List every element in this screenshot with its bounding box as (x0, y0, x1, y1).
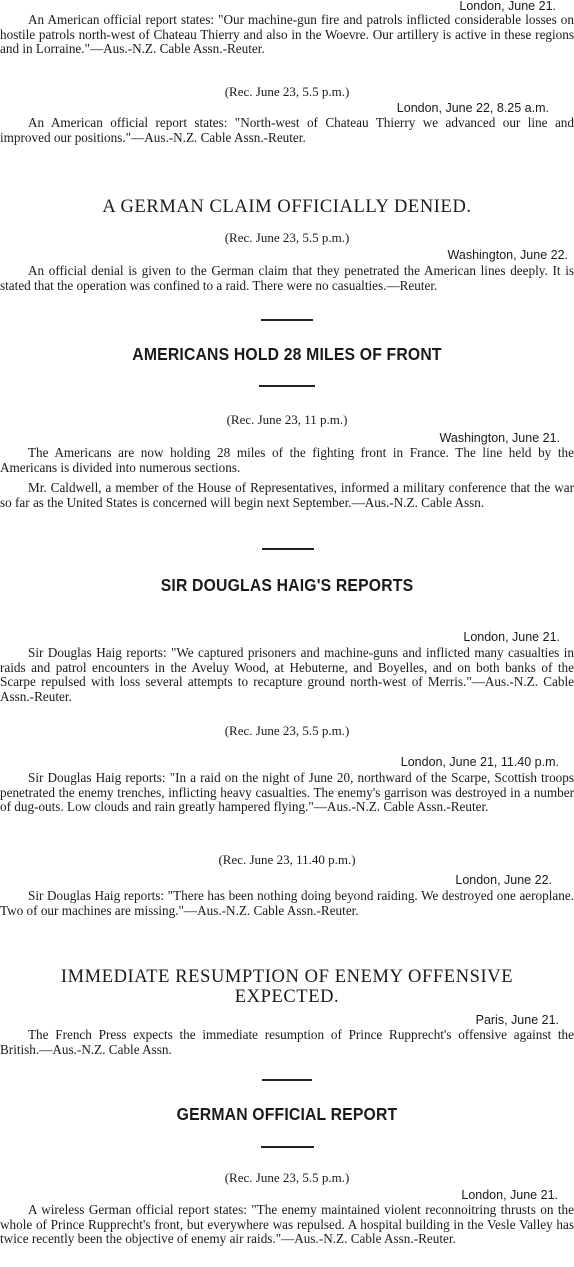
dateline: Paris, June 21. (475, 1013, 559, 1027)
received-time: (Rec. June 23, 5.5 p.m.) (224, 723, 350, 738)
dateline: London, June 21. (463, 630, 560, 644)
headline: A GERMAN CLAIM OFFICIALLY DENIED. (102, 197, 472, 217)
article-paragraph: A wireless German official report states: "The enemy maintained violent reconnoitring thrusts on the whole of Prince Rupprecht's front, but everywhere was repulsed. A hospital building in the Vesle Valley has twice recently been the objective of enemy air raids."—Aus.-N.Z. Cable Assn.-Reuter. (0, 1202, 574, 1247)
article-paragraph: An American official report states: "Our machine-gun fire and patrols inflicted considerable losses on hostile patrols north-west of Chateau Thierry and also in the Woevre. Our artillery is active in these regions and in Lorraine."—Aus.-N.Z. Cable Assn.-Reuter. (0, 12, 574, 57)
article-paragraph: Mr. Caldwell, a member of the House of Representatives, informed a military conference that the war so far as the United States is concerned will begin next September.—Aus.-N.Z. Cable Assn. (0, 480, 574, 510)
article-paragraph: Sir Douglas Haig reports: "We captured prisoners and machine-guns and inflicted many casualties in raids and patrol encounters in the Aveluy Wood, at Hebuterne, and Boyelles, and on both banks of the Scarpe repulsed with loss several attempts to recapture ground north-west of Merris."—Aus.-N.Z. Cable Assn.-Reuter. (0, 645, 574, 704)
dateline: London, June 21. (459, 0, 556, 13)
section-divider (259, 385, 315, 387)
dateline: London, June 22. (455, 873, 552, 887)
section-divider (262, 1079, 312, 1081)
received-time: (Rec. June 23, 5.5 p.m.) (224, 1170, 350, 1185)
article-paragraph: Sir Douglas Haig reports: "There has been nothing doing beyond raiding. We destroyed one aeroplane. Two of our machines are missing."—Aus.-N.Z. Cable Assn.-Reuter. (0, 888, 574, 918)
dateline: Washington, June 22. (447, 248, 568, 262)
received-time: (Rec. June 23, 11.40 p.m.) (218, 852, 356, 867)
headline: IMMEDIATE RESUMPTION OF ENEMY OFFENSIVE (60, 967, 514, 987)
received-time: (Rec. June 23, 11 p.m.) (226, 412, 348, 427)
article-paragraph: An official denial is given to the German claim that they penetrated the American lines deeply. It is stated that the operation was confined to a raid. There were no casualties.—Reuter. (0, 263, 574, 293)
article-paragraph: Sir Douglas Haig reports: "In a raid on the night of June 20, northward of the Scarpe, Scottish troops penetrated the enemy trenches, inflicting heavy casualties. The enemy's garrison was destroyed in a number of dug-outs. Low clouds and rain greatly hampered flying."—Aus.-N.Z. Cable Assn.-Reuter. (0, 770, 574, 815)
article-paragraph: The French Press expects the immediate resumption of Prince Rupprecht's offensive against the British.—Aus.-N.Z. Cable Assn. (0, 1027, 574, 1057)
headline: AMERICANS HOLD 28 MILES OF FRONT (132, 344, 442, 364)
article-paragraph: The Americans are now holding 28 miles of the fighting front in France. The line held by the Americans is divided into numerous sections. (0, 445, 574, 475)
dateline: London, June 21. (461, 1188, 558, 1202)
article-paragraph: An American official report states: "North-west of Chateau Thierry we advanced our line and improved our positions."—Aus.-N.Z. Cable Assn.-Reuter. (0, 115, 574, 145)
dateline: Washington, June 21. (439, 431, 560, 445)
received-time: (Rec. June 23, 5.5 p.m.) (224, 84, 350, 99)
section-divider (261, 319, 313, 321)
dateline: London, June 21, 11.40 p.m. (400, 755, 559, 769)
section-divider (261, 1146, 314, 1148)
headline: EXPECTED. (234, 987, 340, 1007)
headline: SIR DOUGLAS HAIG'S REPORTS (160, 575, 414, 595)
dateline: London, June 22, 8.25 a.m. (396, 101, 549, 115)
received-time: (Rec. June 23, 5.5 p.m.) (224, 230, 350, 245)
section-divider (262, 548, 314, 550)
headline: GERMAN OFFICIAL REPORT (176, 1104, 398, 1124)
